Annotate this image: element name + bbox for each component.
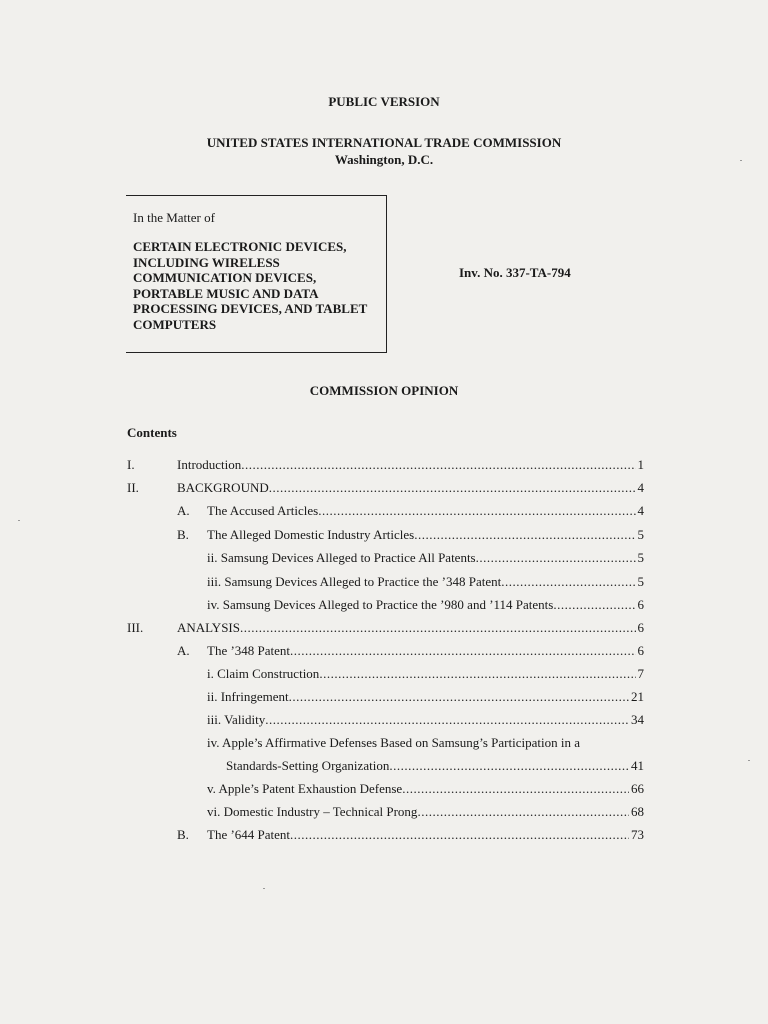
case-title-line: PROCESSING DEVICES, AND TABLET	[133, 301, 368, 316]
toc-leader-dots	[289, 688, 629, 706]
case-title	[133, 239, 388, 332]
toc-leader-dots	[319, 665, 635, 683]
toc-page-number: 6	[637, 620, 644, 635]
toc-page-number: 68	[631, 804, 644, 819]
toc-label: ii. Samsung Devices Alleged to Practice All Patents	[207, 550, 476, 565]
toc-number: I.	[127, 457, 135, 472]
scan-speck	[18, 520, 20, 521]
toc-leader-dots	[241, 456, 635, 474]
toc-leader-dots	[290, 642, 635, 660]
toc-leader-dots	[414, 526, 635, 544]
case-caption-box	[126, 195, 387, 353]
toc-number: B.	[177, 827, 189, 842]
toc-entry	[207, 642, 644, 660]
toc-page-number: 4	[637, 480, 644, 495]
scan-speck	[740, 160, 742, 161]
toc-entry	[207, 803, 644, 821]
agency-heading: UNITED STATES INTERNATIONAL TRADE COMMISSION	[206, 135, 562, 150]
toc-entry	[207, 549, 644, 567]
toc-label: The Alleged Domestic Industry Articles	[207, 527, 415, 542]
toc-label: v. Apple’s Patent Exhaustion Defense	[207, 781, 403, 796]
scan-speck	[748, 760, 750, 761]
toc-leader-dots	[269, 479, 636, 497]
toc-label: vi. Domestic Industry – Technical Prong	[207, 804, 418, 819]
toc-entry	[207, 688, 644, 706]
case-title-line: COMMUNICATION DEVICES,	[133, 270, 317, 285]
toc-label: The Accused Articles	[207, 503, 319, 518]
toc-label: iii. Samsung Devices Alleged to Practice the ’348 Patent	[207, 574, 502, 589]
toc-leader-dots	[501, 573, 635, 591]
toc-number: III.	[127, 620, 144, 635]
case-title-line: INCLUDING WIRELESS	[133, 254, 280, 270]
toc-number: II.	[127, 480, 139, 495]
toc-entry	[177, 479, 644, 497]
case-title-line: PORTABLE MUSIC AND DATA	[133, 285, 319, 301]
toc-number: A.	[177, 503, 190, 518]
toc-label: The ’348 Patent	[207, 643, 291, 658]
toc-entry	[207, 826, 644, 844]
investigation-number: Inv. No. 337-TA-794	[459, 265, 571, 280]
toc-label: The ’644 Patent	[207, 827, 291, 842]
toc-label: Introduction	[177, 457, 242, 472]
toc-page-number: 34	[631, 712, 644, 727]
toc-page-number: 5	[637, 550, 644, 565]
toc-entry	[177, 456, 644, 474]
toc-label: BACKGROUND	[177, 480, 269, 495]
case-title-line: COMPUTERS	[133, 316, 217, 332]
toc-entry	[207, 734, 644, 752]
toc-leader-dots	[265, 711, 629, 729]
toc-entry	[207, 573, 644, 591]
toc-label: iv. Samsung Devices Alleged to Practice the ’980 and ’114 Patents	[207, 597, 554, 612]
toc-page-number: 66	[631, 781, 644, 796]
toc-label: ii. Infringement	[207, 689, 289, 704]
toc-page-number: 73	[631, 827, 644, 842]
toc-leader-dots	[318, 502, 635, 520]
scan-speck	[263, 888, 265, 889]
toc-page-number: 5	[637, 574, 644, 589]
toc-entry	[207, 711, 644, 729]
toc-leader-dots	[476, 549, 636, 567]
toc-label: i. Claim Construction	[207, 666, 320, 681]
toc-leader-dots	[389, 757, 629, 775]
public-version-heading: PUBLIC VERSION	[328, 94, 440, 109]
toc-entry	[177, 619, 644, 637]
toc-leader-dots	[240, 619, 636, 637]
toc-entry	[207, 780, 644, 798]
toc-number: A.	[177, 643, 190, 658]
toc-page-number: 21	[631, 689, 644, 704]
location-heading: Washington, D.C.	[334, 152, 434, 167]
toc-entry	[207, 526, 644, 544]
toc-entry	[207, 502, 644, 520]
case-title-line: CERTAIN ELECTRONIC DEVICES,	[133, 239, 347, 254]
toc-page-number: 6	[637, 643, 644, 658]
toc-entry	[207, 596, 644, 614]
toc-leader-dots	[417, 803, 629, 821]
toc-page-number: 4	[637, 503, 644, 518]
toc-page-number: 1	[637, 457, 644, 472]
toc-label: iv. Apple’s Affirmative Defenses Based on Samsung’s Participation in a	[207, 735, 580, 750]
matter-label: In the Matter of	[133, 210, 215, 225]
toc-label: Standards-Setting Organization	[226, 758, 390, 773]
toc-leader-dots	[402, 780, 629, 798]
toc-page-number: 41	[631, 758, 644, 773]
toc-label: iii. Validity	[207, 712, 266, 727]
opinion-title: COMMISSION OPINION	[309, 383, 459, 398]
toc-label: ANALYSIS	[177, 620, 240, 635]
toc-page-number: 6	[637, 597, 644, 612]
toc-page-number: 7	[637, 666, 644, 681]
toc-leader-dots	[290, 826, 629, 844]
toc-page-number: 5	[637, 527, 644, 542]
toc-leader-dots	[553, 596, 635, 614]
toc-number: B.	[177, 527, 189, 542]
toc-entry	[207, 665, 644, 683]
contents-heading: Contents	[127, 425, 177, 440]
toc-entry	[226, 757, 644, 775]
